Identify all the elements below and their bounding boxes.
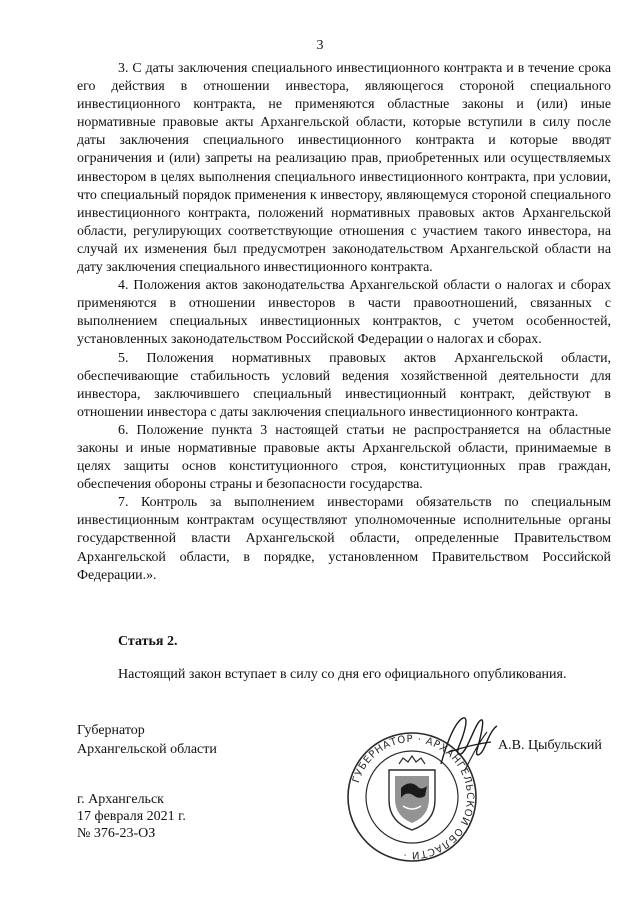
signatory-title [77, 721, 217, 759]
signatory-name: А.В. Цыбульский [498, 738, 602, 753]
signatory-title-line1: Губернатор [77, 723, 145, 738]
body-text [77, 60, 611, 585]
paragraph-7: 7. Контроль за выполнением инвесторами обязательств по специальным инвестиционным контрактам осуществляют уполномоченные исполнительные органы государственной власти Архангельской области, определенные Правительством Архангельской области, в порядке, установленном Правительством Российской Федерации.». [77, 495, 611, 583]
page-number: 3 [316, 38, 324, 53]
article-text: Настоящий закон вступает в силу со дня его официального опубликования. [118, 667, 567, 682]
place-date-number-block [77, 791, 186, 842]
paragraph-4: 4. Положения актов законодательства Архангельской области о налогах и сборах применяются в отношении инвесторов в части правоотношений, связанных с выполнением специальных инвестиционных контрактов, с учетом особенностей, установленных законодательством Российской Федерации о налогах и сборах. [77, 278, 611, 348]
law-date: 17 февраля 2021 г. [77, 809, 186, 824]
paragraph-5: 5. Положения нормативных правовых актов Архангельской области, обеспечивающие стабильность условий ведения хозяйственной деятельности для инвестора, заключившего специальный инвестиционный контракт, действуют в отношении инвестора с даты заключения специального инвестиционного контракта. [77, 350, 611, 420]
seal-text: ГУБЕРНАТОР · АРХАНГЕЛЬСКОЙ ОБЛАСТИ · [350, 733, 476, 861]
city: г. Архангельск [77, 792, 164, 807]
paragraph-3: 3. С даты заключения специального инвестиционного контракта и в течение срока его действия в отношении инвестора, являющегося стороной специального инвестиционного контракта, не применяются областные законы и (или) иные нормативные правовые акты Архангельской области, которые вступили в силу после даты заключения специального инвестиционного контракта и которые вводят ограничения и (или) запреты на реализацию прав, приобретенных или осуществляемых инвестором в целях выполнения специального инвестиционного контракта, при условии, что специальный порядок применения к инвестору, являющемуся стороной специального инвестиционного контракта, положений нормативных правовых актов Архангельской области, регулирующих соответствующие отношения с участием такого инвестора, на случай их изменения был предусмотрен законодательством Архангельской области на дату заключения специального инвестиционного контракта. [77, 61, 611, 276]
article-heading: Статья 2. [118, 634, 178, 649]
paragraph-6: 6. Положение пункта 3 настоящей статьи не распространяется на областные законы и иные нормативные правовые акты Архангельской области, принимаемые в целях защиты основ конституционного строя, конституционных прав граждан, обеспечения обороны страны и безопасности государства. [77, 422, 611, 493]
signatory-title-line2: Архангельской области [77, 742, 217, 757]
law-number: № 376-23-ОЗ [77, 826, 156, 841]
signature [435, 712, 505, 774]
coat-of-arms-emblem [389, 756, 435, 830]
